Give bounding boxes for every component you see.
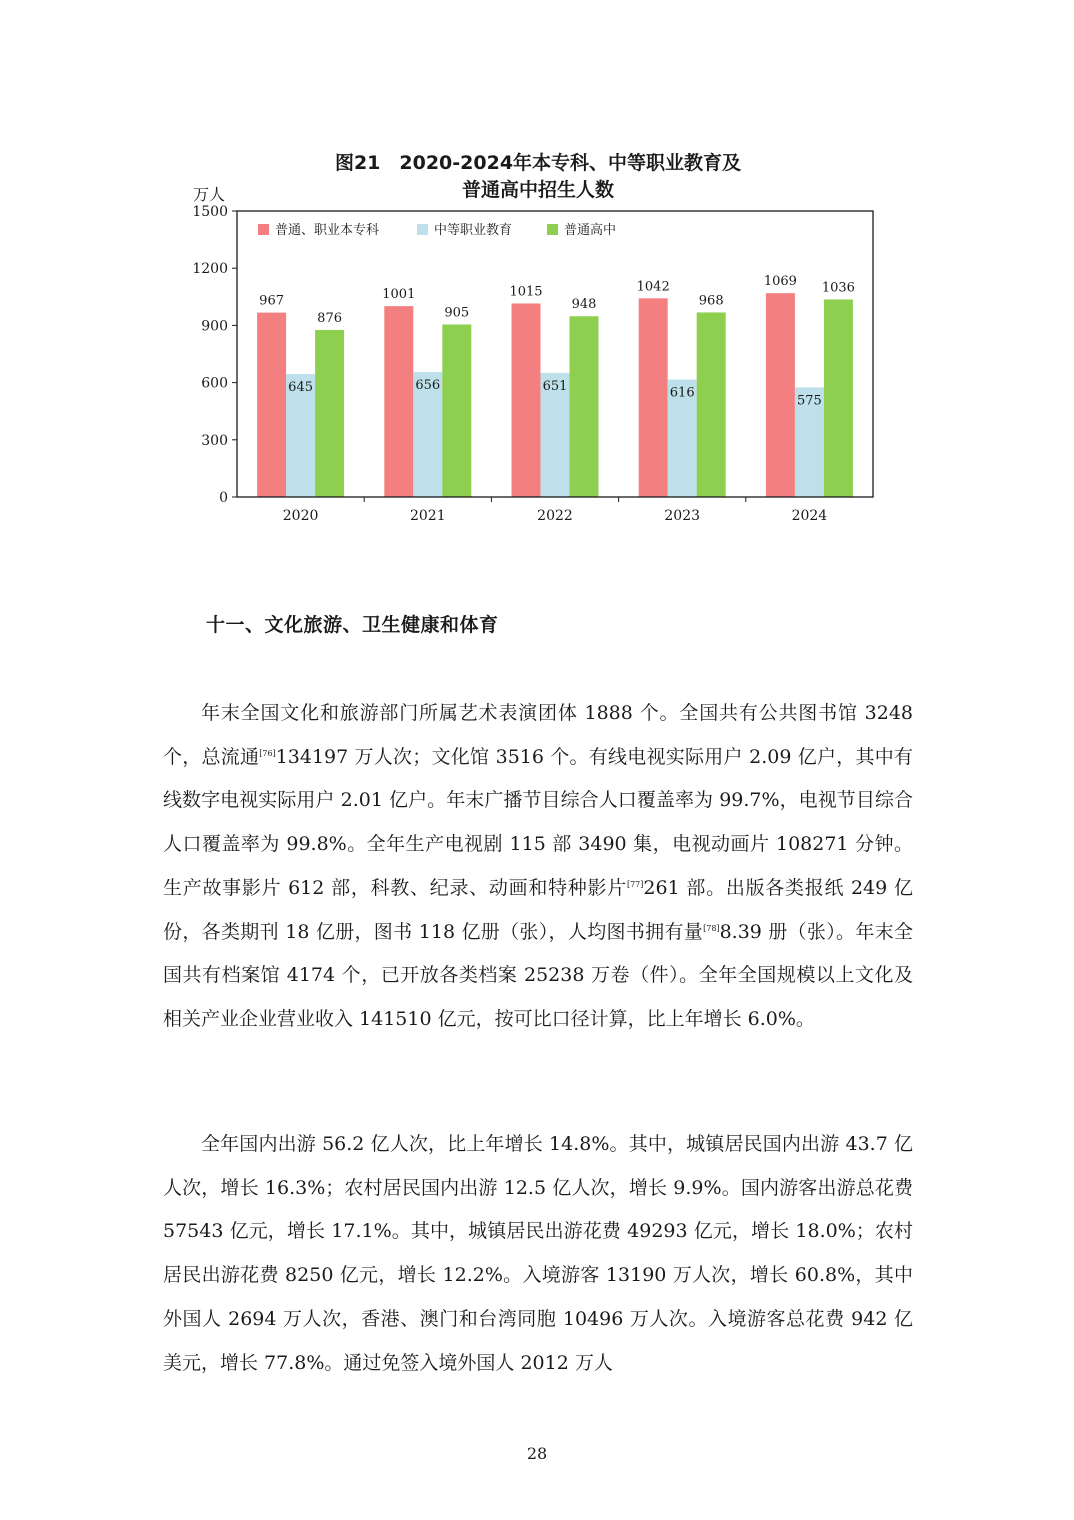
y-tick-label: 1200 — [192, 261, 228, 278]
data-label: 645 — [288, 380, 314, 396]
legend-label: 普通、职业本专科 — [275, 223, 380, 238]
data-label: 575 — [796, 393, 822, 409]
x-tick-label: 2022 — [537, 508, 573, 524]
data-label: 1001 — [382, 287, 416, 303]
bar — [697, 312, 726, 497]
paragraph-culture-part1: 年末全国文化和旅游部门所属艺术表演团体 1888 个。全国共有公共图书馆 3248 个，总流通 — [163, 702, 913, 768]
data-label: 656 — [415, 377, 441, 393]
bar — [639, 298, 668, 497]
paragraph-culture-part4: 8.39 册（张）。年末全国共有档案馆 4174 个，已开放各类档案 25238 万卷（件）。全年全国规模以上文化及相关产业企业营业收入 141510 亿元，按可比口径计算，比上年增长 6.0%。 — [163, 920, 913, 1030]
footnote-ref-77[interactable]: [77] — [626, 879, 644, 889]
x-tick-label: 2024 — [791, 508, 828, 524]
data-label: 1036 — [821, 280, 855, 296]
bar — [766, 293, 795, 497]
page-number: 28 — [526, 1444, 548, 1463]
legend-label: 中等职业教育 — [434, 223, 513, 238]
y-tick-label: 300 — [201, 432, 228, 449]
data-label: 651 — [542, 378, 568, 394]
paragraph-tourism: 全年国内出游 56.2 亿人次，比上年增长 14.8%。其中，城镇居民国内出游 43.7 亿人次，增长 16.3%；农村居民国内出游 12.5 亿人次，增长 9.9%。国内游客出游总花费 57543 亿元，增长 17.1%。其中，城镇居民出游花费 49293 亿元，增长 18.0%；农村居民出游花费 8250 亿元，增长 12.2%。入境游客 13190 万人次，增长 60.8%，其中外国人 2694 万人次，香港、澳门和台湾同胞 10496 万人次。入境游客总花费 942 亿美元，增长 77.8%。通过免签入境外国人 2012 万人 — [163, 1133, 913, 1374]
y-tick-label: 0 — [219, 490, 228, 506]
bar — [315, 330, 344, 497]
legend-swatch — [417, 224, 428, 235]
data-label: 1042 — [636, 279, 670, 295]
data-label: 968 — [698, 293, 724, 309]
paragraph-culture-part2: 134197 万人次；文化馆 3516 个。有线电视实际用户 2.09 亿户，其中有线数字电视实际用户 2.01 亿户。年末广播节目综合人口覆盖率为 99.7%，电视节目综合人口覆盖率为 99.8%。全年生产电视剧 115 部 3490 集，电视动画片 108271 分钟。生产故事影片 612 部，科教、纪录、动画和特种影片 — [163, 745, 913, 899]
footnote-ref-76[interactable]: [76] — [259, 748, 276, 758]
data-label: 1015 — [509, 284, 543, 300]
bar — [257, 313, 286, 497]
legend-swatch — [547, 224, 558, 235]
legend-swatch — [258, 224, 269, 235]
data-label: 948 — [571, 297, 597, 313]
data-label: 1069 — [763, 274, 797, 290]
data-label: 967 — [259, 293, 285, 309]
bar — [824, 299, 853, 497]
bar — [512, 303, 541, 497]
section-heading: 十一、文化旅游、卫生健康和体育 — [206, 614, 499, 636]
legend-label: 普通高中 — [564, 223, 617, 238]
chart-title-line2: 普通高中招生人数 — [461, 179, 615, 201]
x-tick-label: 2021 — [409, 508, 446, 524]
x-tick-label: 2023 — [664, 508, 701, 524]
bar — [570, 316, 599, 497]
footnote-ref-78[interactable]: [78] — [703, 923, 720, 933]
bar — [384, 306, 413, 497]
x-tick-label: 2020 — [282, 508, 319, 524]
y-tick-label: 1500 — [192, 204, 228, 220]
chart-title: 图21 2020-2024年本专科、中等职业教育及 — [334, 152, 742, 174]
paragraph-culture-part3: 261 部。出版各类报纸 249 亿份，各类期刊 18 亿册，图书 118 亿册（张），人均图书拥有量 — [163, 876, 913, 943]
y-tick-label: 900 — [201, 318, 228, 335]
data-label: 905 — [444, 305, 470, 321]
bar — [442, 324, 471, 497]
data-label: 876 — [317, 310, 343, 326]
paragraph-culture — [163, 692, 913, 1042]
y-axis-unit-label: 万人 — [193, 185, 226, 204]
y-tick-label: 600 — [201, 375, 228, 392]
bar-chart — [0, 0, 1074, 560]
data-label: 616 — [669, 385, 695, 401]
